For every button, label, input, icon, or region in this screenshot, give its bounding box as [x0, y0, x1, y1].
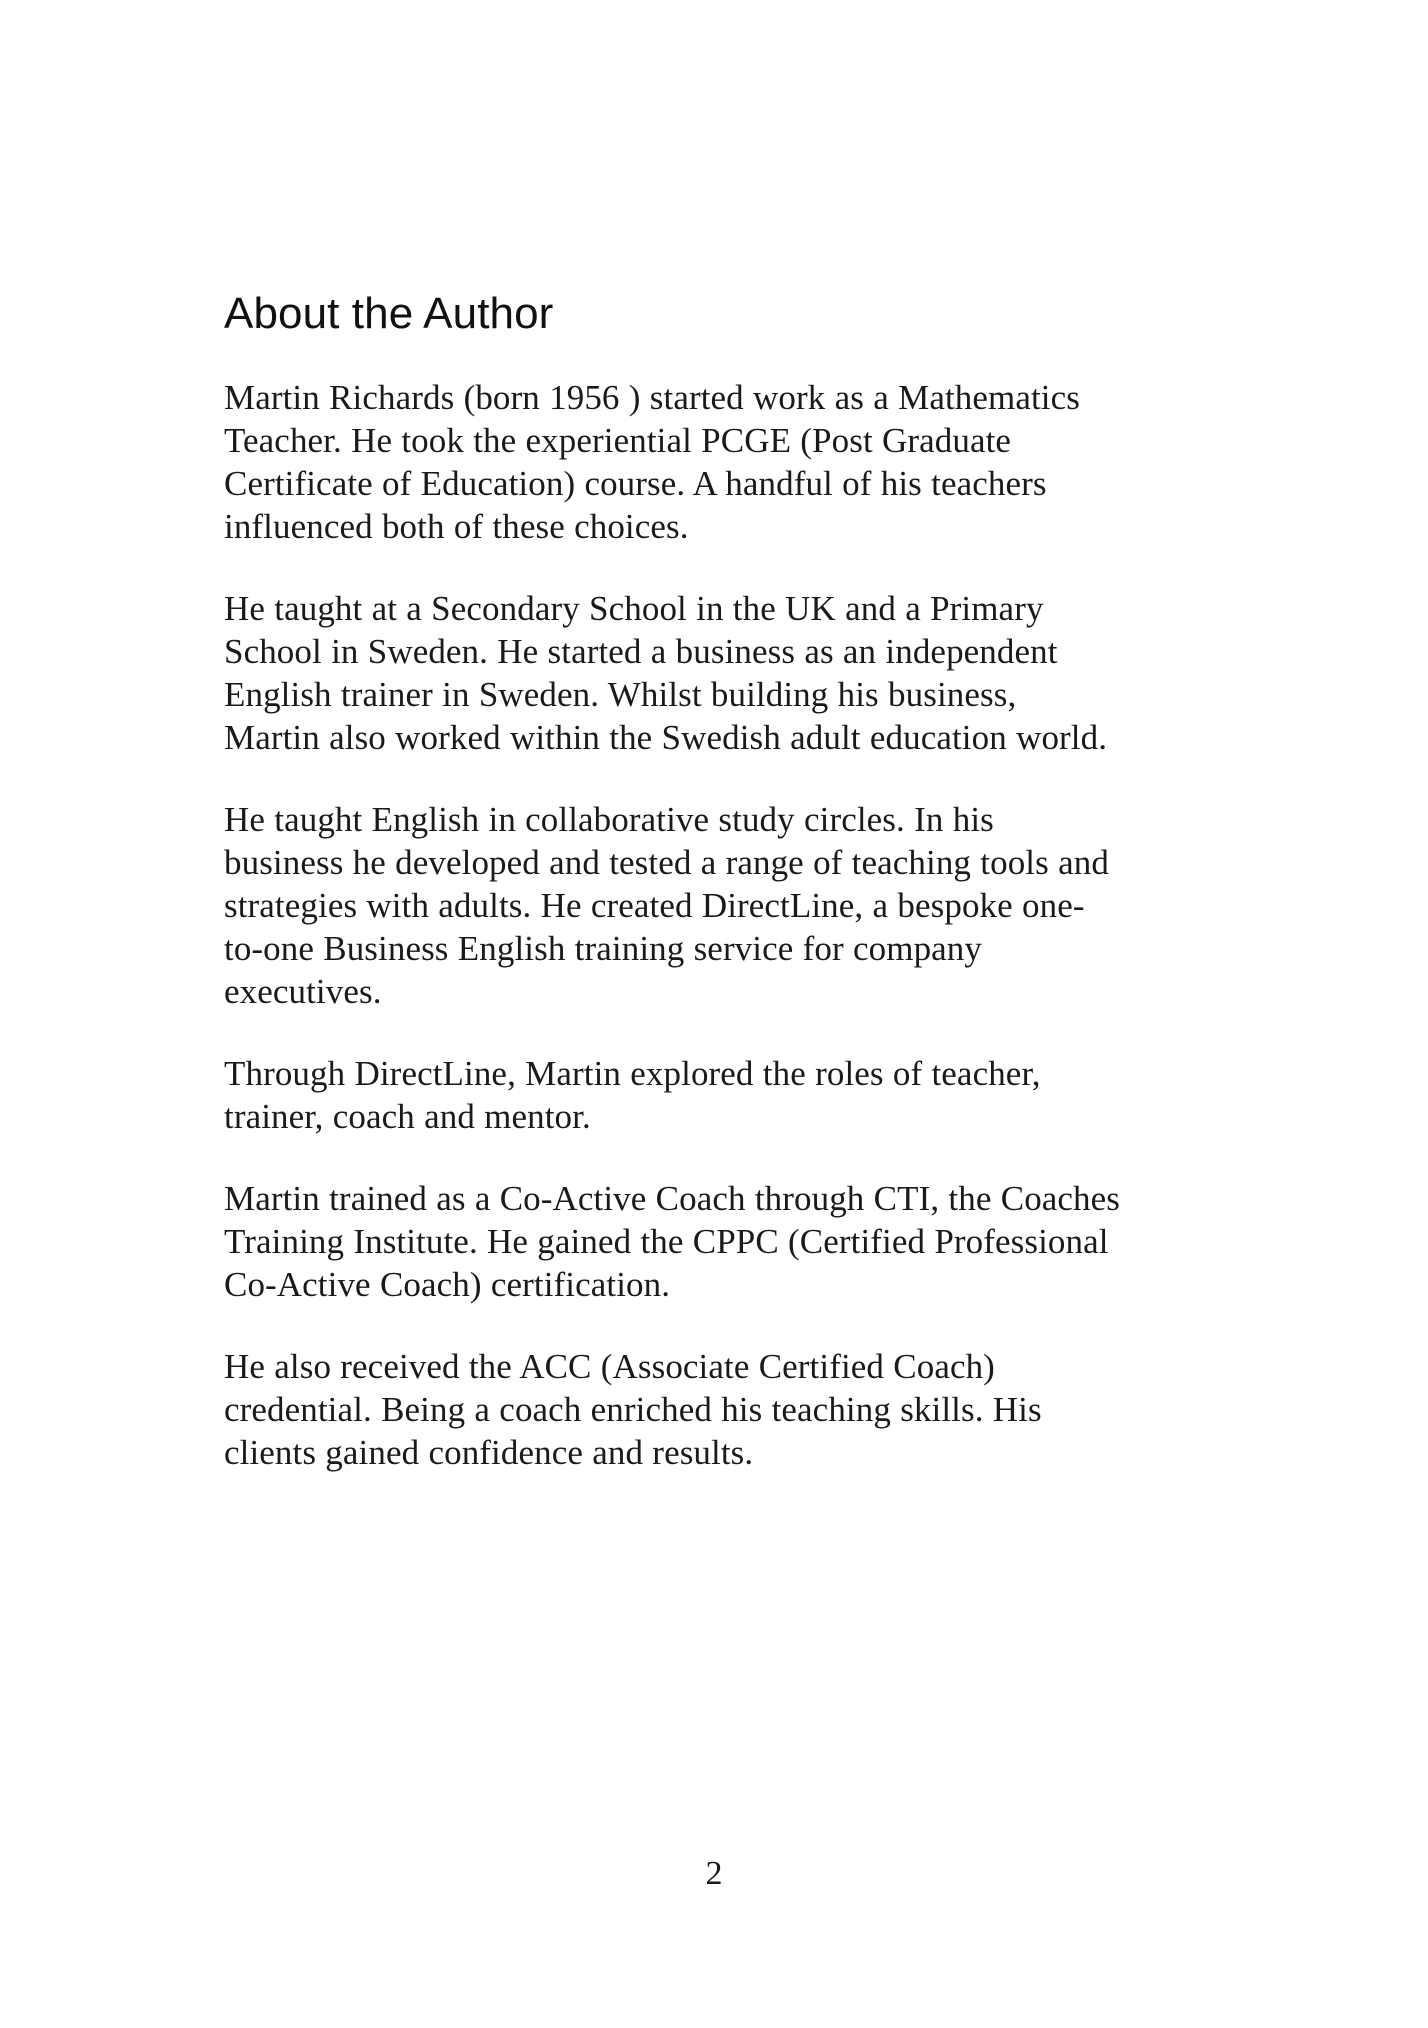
paragraph-2: He taught at a Secondary School in the UK and a Primary School in Sweden. He started a business as an independent English trainer in Sweden. Whilst building his business, Martin also worked within the Swedish adult education world. [224, 588, 1108, 757]
body-text-block [224, 376, 1120, 1474]
paragraph-1: Martin Richards (born 1956 ) started work as a Mathematics Teacher. He took the experiential PCGE (Post Graduate Certificate of Education) course. A handful of his teachers influenced both of these choices. [224, 377, 1080, 546]
page-title: About the Author [224, 289, 554, 338]
page-number: 2 [705, 1855, 723, 1892]
page-content [224, 288, 1120, 1474]
paragraph-5: Martin trained as a Co-Active Coach through CTI, the Coaches Training Institute. He gained the CPPC (Certified Professional Co-Active Coach) certification. [224, 1178, 1121, 1304]
paragraph-6: He also received the ACC (Associate Certified Coach) credential. Being a coach enriched his teaching skills. His clients gained confidence and results. [224, 1346, 1042, 1472]
paragraph-3: He taught English in collaborative study circles. In his business he developed and tested a range of teaching tools and strategies with adults. He created DirectLine, a bespoke one-to-one Business English training service for company executives. [224, 799, 1109, 1011]
paragraph-4: Through DirectLine, Martin explored the roles of teacher, trainer, coach and mentor. [224, 1053, 1041, 1136]
